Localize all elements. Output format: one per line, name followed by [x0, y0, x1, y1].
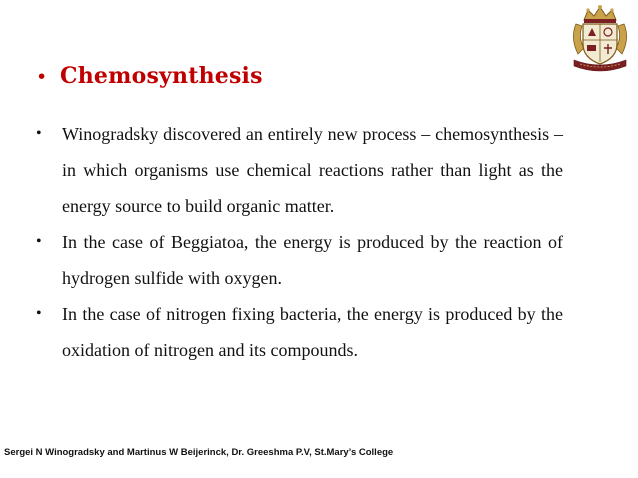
bullet-item — [36, 116, 563, 224]
bullet-icon: • — [36, 66, 48, 88]
heading-text: Chemosynthesis — [60, 63, 263, 89]
bullet-icon: • — [36, 305, 42, 322]
bullet-text: In the case of nitrogen fixing bacteria, the energy is produced by the oxidation of nitrogen and its compounds. — [62, 304, 563, 360]
bullet-icon: • — [36, 233, 42, 250]
bullet-list — [36, 116, 563, 368]
slide-heading — [36, 63, 263, 89]
slide-footer: Sergei N Winogradsky and Martinus W Beijerinck, Dr. Greeshma P.V, St.Mary’s College — [4, 447, 394, 458]
bullet-text: Winogradsky discovered an entirely new process – chemosynthesis – in which organisms use chemical reactions rather than light as the energy source to build organic matter. — [62, 124, 563, 216]
bullet-text: In the case of Beggiatoa, the energy is produced by the reaction of hydrogen sulfide with oxygen. — [62, 232, 563, 288]
college-crest-logo — [566, 4, 634, 72]
bullet-item — [36, 296, 563, 368]
bullet-item — [36, 224, 563, 296]
bullet-icon: • — [36, 125, 42, 142]
